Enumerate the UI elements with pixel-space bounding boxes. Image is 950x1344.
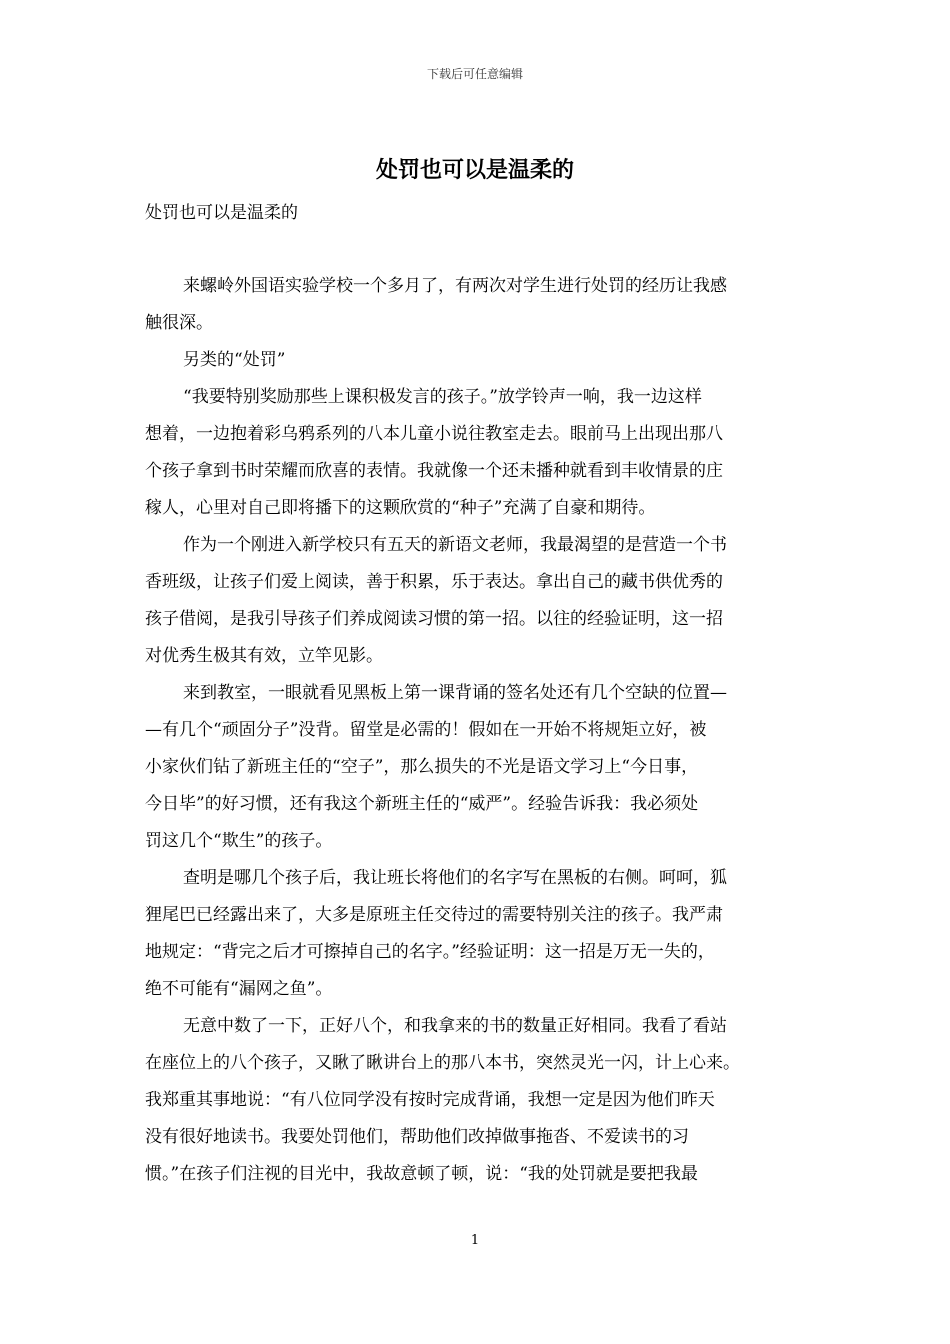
- text-line: 来螺岭外国语实验学校一个多月了，有两次对学生进行处罚的经历让我感: [183, 276, 727, 296]
- text-line: 香班级，让孩子们爱上阅读，善于积累，乐于表达。拿出自己的藏书供优秀的: [145, 572, 723, 592]
- text-line: 罚这几个“欺生”的孩子。: [145, 831, 333, 851]
- text-line: 地规定：“背完之后才可擦掉自己的名字。”经验证明：这一招是万无一失的，: [145, 942, 715, 962]
- text-line: 另类的“处罚”: [183, 350, 286, 370]
- document-title: 处罚也可以是温柔的: [375, 157, 574, 183]
- text-line: —有几个“顽固分子”没背。留堂是必需的！假如在一开始不将规矩立好，被: [145, 720, 707, 740]
- text-line: “我要特别奖励那些上课积极发言的孩子。”放学铃声一响，我一边这样: [183, 387, 702, 407]
- page-header: 下载后可任意编辑: [426, 67, 523, 81]
- text-line: 绝不可能有“漏网之鱼”。: [145, 979, 333, 999]
- text-line: 触很深。: [145, 313, 213, 333]
- paragraph-5: [145, 860, 805, 1008]
- text-line: 对优秀生极其有效，立竿见影。: [145, 646, 383, 666]
- text-line: 个孩子拿到书时荣耀而欣喜的表情。我就像一个还未播种就看到丰收情景的庄: [145, 461, 723, 481]
- text-line: 无意中数了一下，正好八个，和我拿来的书的数量正好相同。我看了看站: [183, 1016, 727, 1036]
- document-body: [145, 268, 805, 1193]
- text-line: 没有很好地读书。我要处罚他们，帮助他们改掉做事拖沓、不爱读书的习: [145, 1127, 689, 1147]
- text-line: 稼人，心里对自己即将播下的这颗欣赏的“种子”充满了自豪和期待。: [145, 498, 656, 518]
- document-subtitle: 处罚也可以是温柔的: [145, 203, 298, 223]
- text-line: 来到教室，一眼就看见黑板上第一课背诵的签名处还有几个空缺的位置—: [183, 683, 727, 703]
- text-line: 狸尾巴已经露出来了，大多是原班主任交待过的需要特别关注的孩子。我严肃: [145, 905, 723, 925]
- text-line: 在座位上的八个孩子，又瞅了瞅讲台上的那八本书，突然灵光一闪，计上心来。: [145, 1053, 740, 1073]
- text-line: 孩子借阅，是我引导孩子们养成阅读习惯的第一招。以往的经验证明，这一招: [145, 609, 723, 629]
- text-line: 想着，一边抱着彩乌鸦系列的八本儿童小说往教室走去。眼前马上出现出那八: [145, 424, 723, 444]
- text-line: 我郑重其事地说：“有八位同学没有按时完成背诵，我想一定是因为他们昨天: [145, 1090, 715, 1110]
- page-number: 1: [470, 1233, 480, 1248]
- paragraph-6: [145, 1008, 805, 1193]
- text-line: 作为一个刚进入新学校只有五天的新语文老师，我最渴望的是营造一个书: [183, 535, 727, 555]
- section-heading: [145, 342, 805, 379]
- text-line: 查明是哪几个孩子后，我让班长将他们的名字写在黑板的右侧。呵呵，狐: [183, 868, 727, 888]
- paragraph-4: [145, 675, 805, 860]
- paragraph-3: [145, 527, 805, 675]
- text-line: 小家伙们钻了新班主任的“空子”，那么损失的不光是语文学习上“今日事，: [145, 757, 699, 777]
- paragraph-1: [145, 268, 805, 342]
- text-line: 今日毕”的好习惯，还有我这个新班主任的“威严”。经验告诉我：我必须处: [145, 794, 699, 814]
- paragraph-2: [145, 379, 805, 527]
- text-line: 惯。”在孩子们注视的目光中，我故意顿了顿，说：“我的处罚就是要把我最: [145, 1164, 698, 1184]
